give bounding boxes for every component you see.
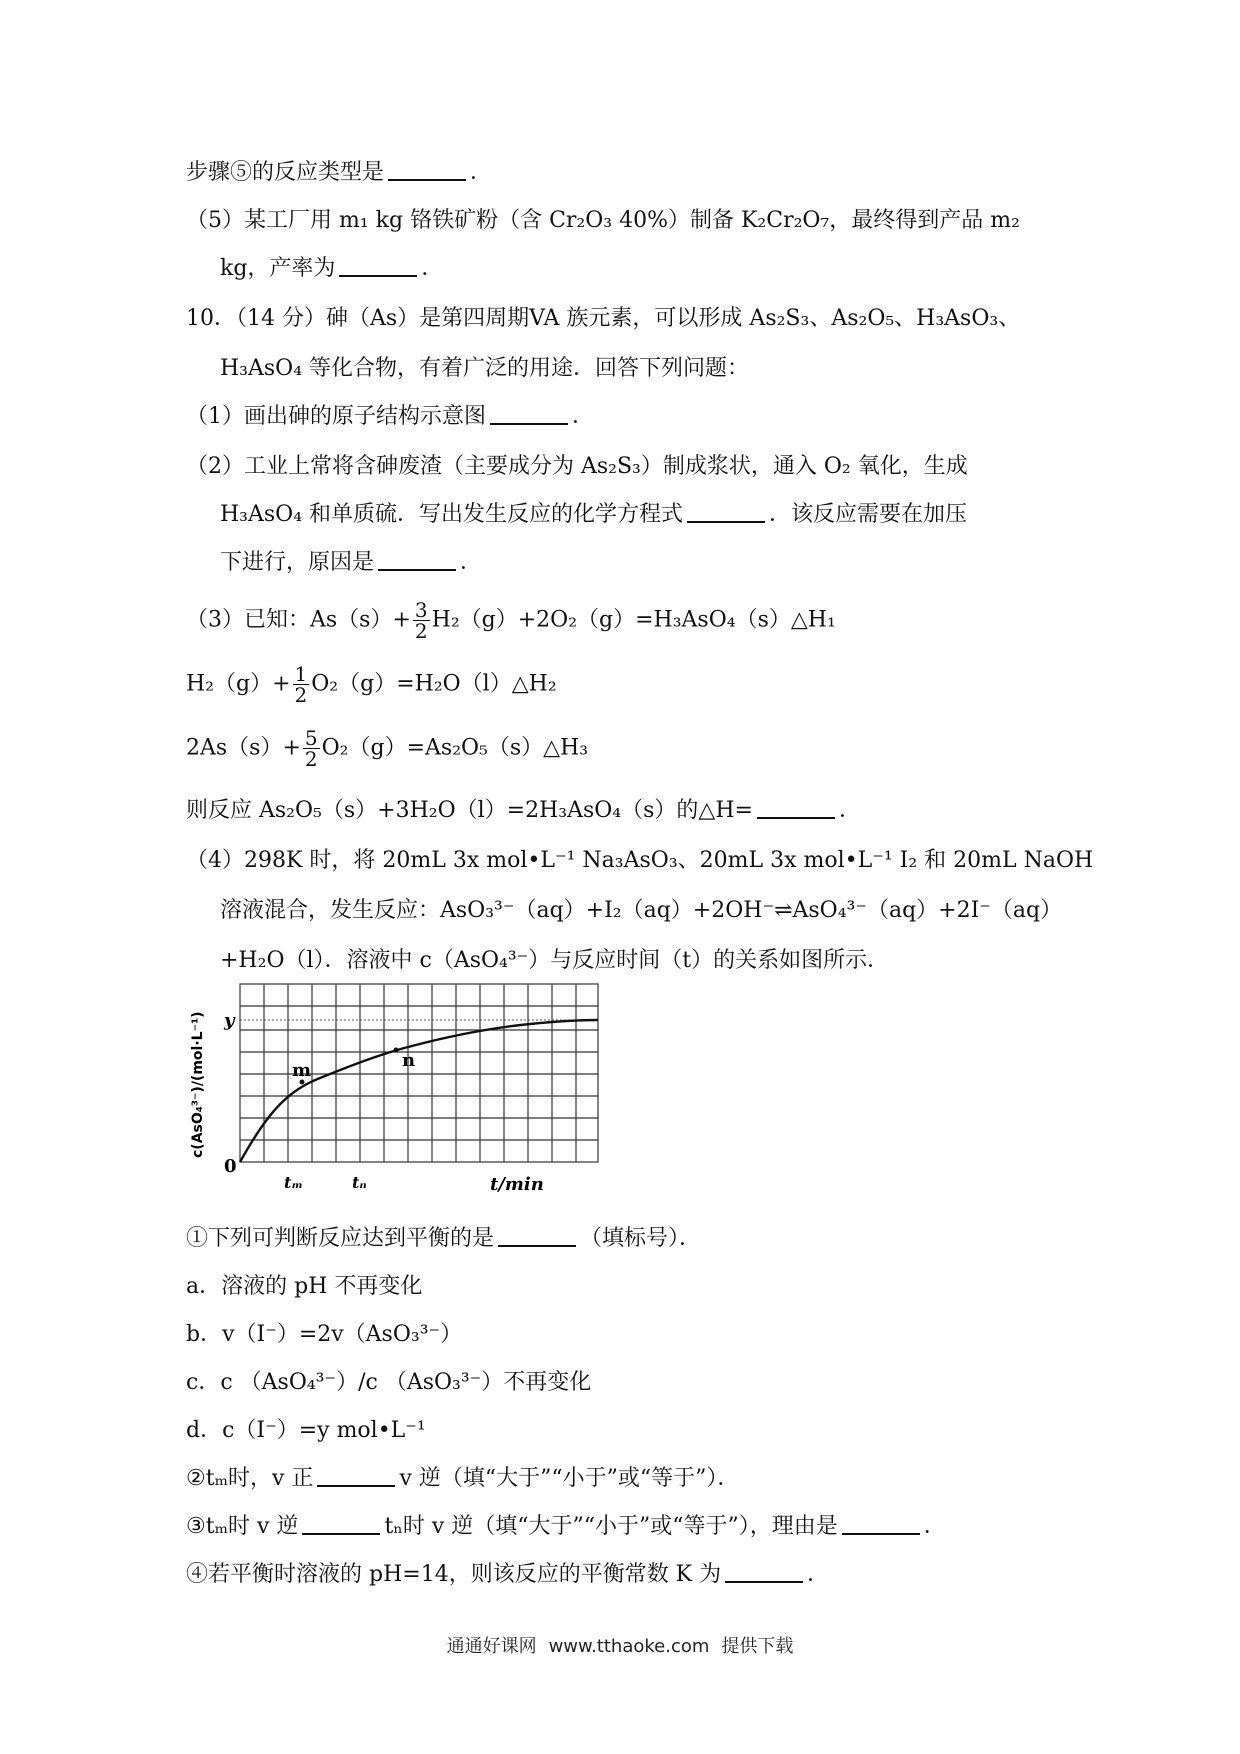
q10-heading-text-b: H₃AsO₄ 等化合物，有着广泛的用途．回答下列问题： bbox=[220, 356, 750, 381]
sub-question-2-tail: v 逆（填“大于”“小于”或“等于”）． bbox=[399, 1466, 740, 1491]
q10-part2-text-c: 下进行，原因是 bbox=[220, 550, 375, 575]
sub-question-1-text: ①下列可判断反应达到平衡的是 bbox=[186, 1226, 495, 1251]
equation-3-rest: O₂（g）=As₂O₅（s）△H₃ bbox=[321, 735, 589, 761]
q10-heading-b bbox=[220, 354, 749, 384]
sub-question-2-lead: ②tₘ时，v 正 bbox=[186, 1466, 314, 1491]
q9-p5-line-b: kg，产率为 ． bbox=[220, 256, 444, 281]
option-a bbox=[186, 1272, 422, 1302]
sub-question-1-tail: （填标号）． bbox=[580, 1226, 702, 1251]
footer-site: 通通好课网 bbox=[446, 1636, 537, 1657]
option-b bbox=[186, 1320, 462, 1350]
q10-part4-a bbox=[186, 846, 1093, 876]
q10-part2-b bbox=[220, 500, 967, 530]
q10-heading-a bbox=[186, 304, 1020, 334]
answer-blank[interactable] bbox=[388, 159, 466, 181]
answer-blank[interactable] bbox=[687, 501, 765, 523]
origin-label: 0 bbox=[224, 1156, 237, 1177]
option-a-text: a．溶液的 pH 不再变化 bbox=[186, 1274, 423, 1299]
equation-1 bbox=[186, 600, 836, 641]
q10-part2-text-b2: ．该反应需要在加压 bbox=[769, 502, 968, 527]
q10-part3-text: 则反应 As₂O₅（s）+3H₂O（l）=2H₃AsO₄（s）的△H= bbox=[186, 798, 753, 823]
fraction-5-2 bbox=[303, 728, 320, 769]
q10-part4-c bbox=[220, 946, 889, 976]
y-axis-label: c(AsO₄³⁻)/(mol·L⁻¹) bbox=[190, 1011, 206, 1158]
answer-blank[interactable] bbox=[757, 797, 835, 819]
x-axis-label: t/min bbox=[490, 1174, 544, 1195]
q9-p5-line-a bbox=[186, 206, 1020, 236]
sub-question-3-mid: tₙ时 v 逆（填“大于”“小于”或“等于”），理由是 bbox=[384, 1514, 838, 1539]
q10-part2-text-a: （2）工业上常将含砷废渣（主要成分为 As₂S₃）制成浆状，通入 O₂ 氧化，生成 bbox=[186, 454, 968, 479]
x-tick-tn: tₙ bbox=[352, 1173, 367, 1192]
q9-step5-text: 步骤⑤的反应类型是 bbox=[186, 160, 385, 185]
sub-question-4-text: ④若平衡时溶液的 pH=14，则该反应的平衡常数 K 为 bbox=[186, 1562, 722, 1587]
equation-2-lead: H₂（g）+ bbox=[186, 671, 291, 697]
sub-question-4: ④若平衡时溶液的 pH=14，则该反应的平衡常数 K 为 ． bbox=[186, 1562, 830, 1587]
q10-part4-text-c: +H₂O（l）．溶液中 c（AsO₄³⁻）与反应时间（t）的关系如图所示． bbox=[220, 948, 890, 973]
q10-part1: （1）画出砷的原子结构示意图 ． bbox=[186, 404, 595, 429]
equation-1-rest: H₂（g）+2O₂（g）=H₃AsO₄（s）△H₁ bbox=[431, 607, 836, 633]
answer-blank[interactable] bbox=[490, 403, 568, 425]
q10-heading-text-a: 10．（14 分）砷（As）是第四周期VA 族元素，可以形成 As₂S₃、As₂O₅、H₃AsO₃、 bbox=[186, 306, 1021, 331]
concentration-curve bbox=[240, 1020, 598, 1162]
option-c-text: c．c （AsO₄³⁻）/c （AsO₃³⁻）不再变化 bbox=[186, 1370, 592, 1395]
fraction-denominator: 2 bbox=[294, 683, 308, 707]
y-tick-label: y bbox=[224, 1010, 235, 1031]
sub-question-3-lead: ③tₘ时 v 逆 bbox=[186, 1514, 299, 1539]
q10-part2-a bbox=[186, 452, 968, 482]
equation-3-lead: 2As（s）+ bbox=[186, 735, 301, 761]
option-d-text: d．c（I⁻）=y mol•L⁻¹ bbox=[186, 1418, 426, 1443]
point-n bbox=[394, 1048, 399, 1053]
q9-p5-text-a: （5）某工厂用 m₁ kg 铬铁矿粉（含 Cr₂O₃ 40%）制备 K₂Cr₂O₇，最终得到产品 m₂ bbox=[186, 208, 1020, 233]
footer-tail: 提供下载 bbox=[721, 1636, 794, 1657]
fraction-denominator: 2 bbox=[304, 747, 318, 771]
answer-blank[interactable] bbox=[725, 1561, 803, 1583]
fraction-numerator: 5 bbox=[304, 726, 318, 750]
q9-step5-line: 步骤⑤的反应类型是 ． bbox=[186, 160, 493, 185]
footer-url[interactable]: www.tthaoke.com bbox=[548, 1636, 710, 1657]
sub-question-2 bbox=[186, 1464, 739, 1494]
equation-3 bbox=[186, 728, 588, 769]
answer-blank[interactable] bbox=[842, 1513, 920, 1535]
fraction-numerator: 3 bbox=[414, 598, 428, 622]
option-b-text: b．v（I⁻）=2v（AsO₃³⁻） bbox=[186, 1322, 463, 1347]
answer-blank[interactable] bbox=[498, 1225, 576, 1247]
point-m-label: m bbox=[292, 1060, 312, 1081]
q9-p5-text-b: kg，产率为 bbox=[220, 256, 336, 281]
q10-part2-text-b: H₃AsO₄ 和单质硫．写出发生反应的化学方程式 bbox=[220, 502, 684, 527]
sub-question-1 bbox=[186, 1224, 701, 1254]
q10-part4-text-b: 溶液混合，发生反应：AsO₃³⁻（aq）+I₂（aq）+2OH⁻⇌AsO₄³⁻（aq）+2I⁻（aq） bbox=[220, 898, 1063, 923]
option-d bbox=[186, 1416, 426, 1446]
equation-2 bbox=[186, 664, 557, 705]
answer-blank[interactable] bbox=[302, 1513, 380, 1535]
q10-part2-c: 下进行，原因是 ． bbox=[220, 550, 483, 575]
page-footer bbox=[0, 1632, 1240, 1658]
answer-blank[interactable] bbox=[317, 1465, 395, 1487]
equation-2-rest: O₂（g）=H₂O（l）△H₂ bbox=[311, 671, 557, 697]
sub-question-3: ③tₘ时 v 逆 tₙ时 v 逆（填“大于”“小于”或“等于”），理由是 ． bbox=[186, 1514, 946, 1539]
q10-part4-b bbox=[220, 896, 1062, 926]
fraction-numerator: 1 bbox=[294, 662, 308, 686]
q10-part1-text: （1）画出砷的原子结构示意图 bbox=[186, 404, 486, 429]
fraction-denominator: 2 bbox=[414, 619, 428, 643]
fraction-3-2 bbox=[413, 600, 430, 641]
x-tick-tm: tₘ bbox=[284, 1173, 304, 1192]
q10-part3-question: 则反应 As₂O₅（s）+3H₂O（l）=2H₃AsO₄（s）的△H= ． bbox=[186, 798, 861, 823]
answer-blank[interactable] bbox=[378, 549, 456, 571]
equation-1-lead: （3）已知：As（s）+ bbox=[186, 607, 411, 633]
option-c bbox=[186, 1368, 591, 1398]
q10-part4-text-a: （4）298K 时，将 20mL 3x mol•L⁻¹ Na₃AsO₃、20mL 3x mol•L⁻¹ I₂ 和 20mL NaOH bbox=[186, 848, 1094, 873]
point-n-label: n bbox=[402, 1050, 416, 1071]
fraction-1-2 bbox=[293, 664, 310, 705]
concentration-time-graph bbox=[180, 978, 620, 1206]
answer-blank[interactable] bbox=[339, 255, 417, 277]
